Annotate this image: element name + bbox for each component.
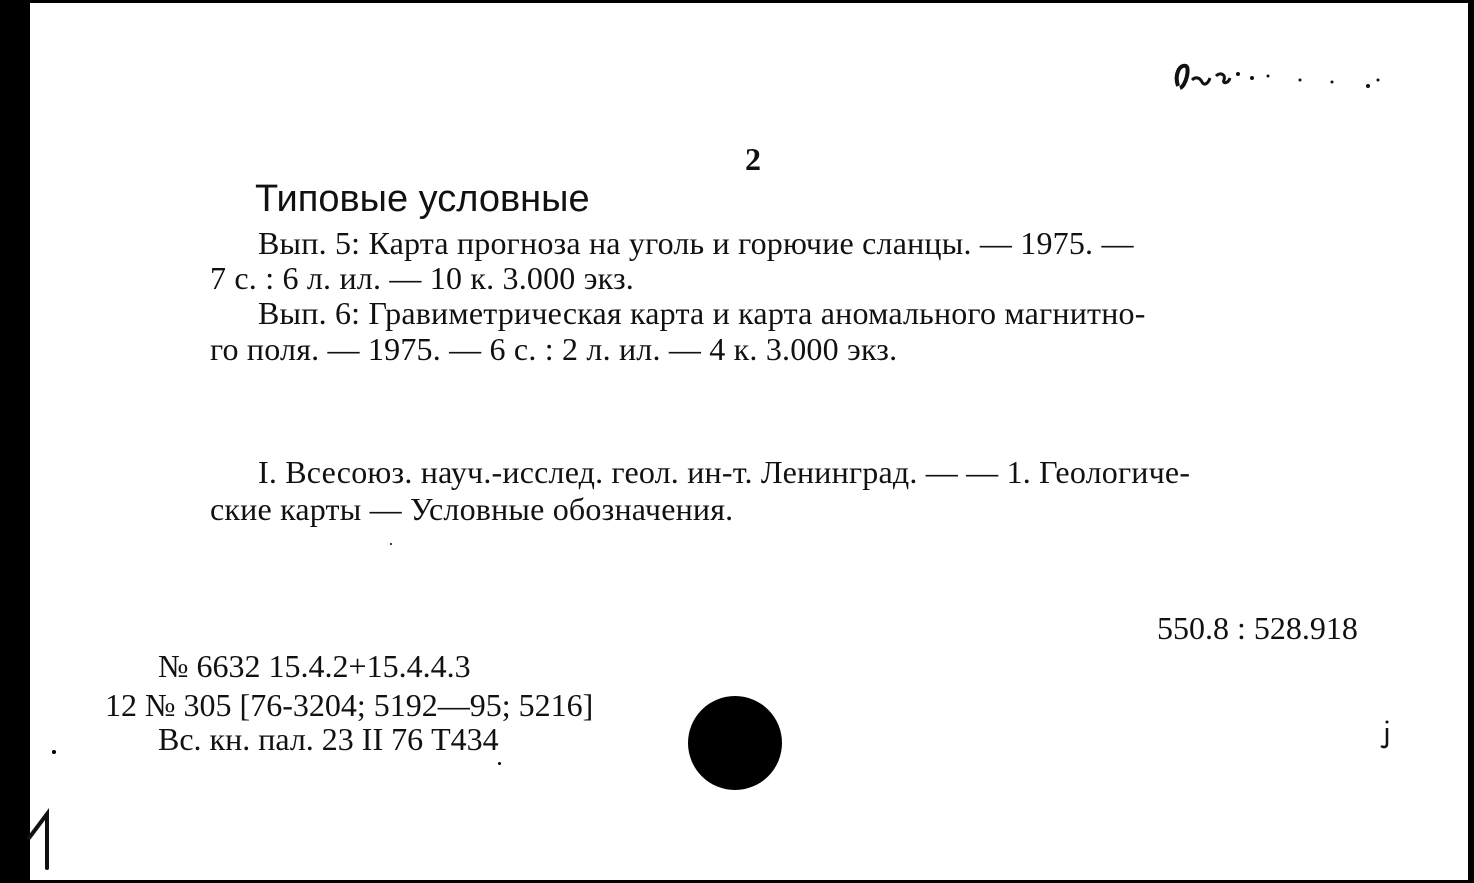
page-number: 2: [745, 141, 761, 177]
entry-line: 7 с. : 6 л. ил. — 10 к. 3.000 экз.: [210, 260, 635, 296]
record-line: № 6632 15.4.2+15.4.4.3: [158, 648, 471, 684]
scan-top-border: [0, 0, 1474, 3]
scan-speck: [498, 762, 501, 765]
scan-right-border: [1468, 0, 1474, 883]
ink-mark: [1378, 718, 1392, 750]
entry-line: го поля. — 1975. — 6 с. : 2 л. ил. — 4 к. 3.000 экз.: [210, 331, 898, 367]
handwritten-stamp-mark: [1172, 56, 1392, 96]
handwritten-number-mark: [25, 808, 65, 873]
entry-line: Вып. 6: Гравиметрическая карта и карта аномального магнитно-: [258, 295, 1146, 331]
tracing-line: I. Всесоюз. науч.-исслед. геол. ин-т. Ленинград. — — 1. Геологиче-: [258, 454, 1191, 490]
punch-hole: [688, 696, 782, 790]
record-line: Вс. кн. пал. 23 II 76 Т434: [158, 721, 499, 757]
scan-left-border: [0, 0, 30, 883]
scan-speck: [390, 543, 392, 545]
scan-speck: [52, 750, 56, 754]
record-line: 12 № 305 [76-3204; 5192—95; 5216]: [105, 687, 594, 723]
entry-line: Вып. 5: Карта прогноза на уголь и горючие сланцы. — 1975. —: [258, 225, 1134, 261]
tracing-line: ские карты — Условные обозначения.: [210, 491, 734, 527]
card-title: Типовые условные: [255, 178, 590, 220]
udc-classification: 550.8 : 528.918: [1157, 610, 1358, 646]
